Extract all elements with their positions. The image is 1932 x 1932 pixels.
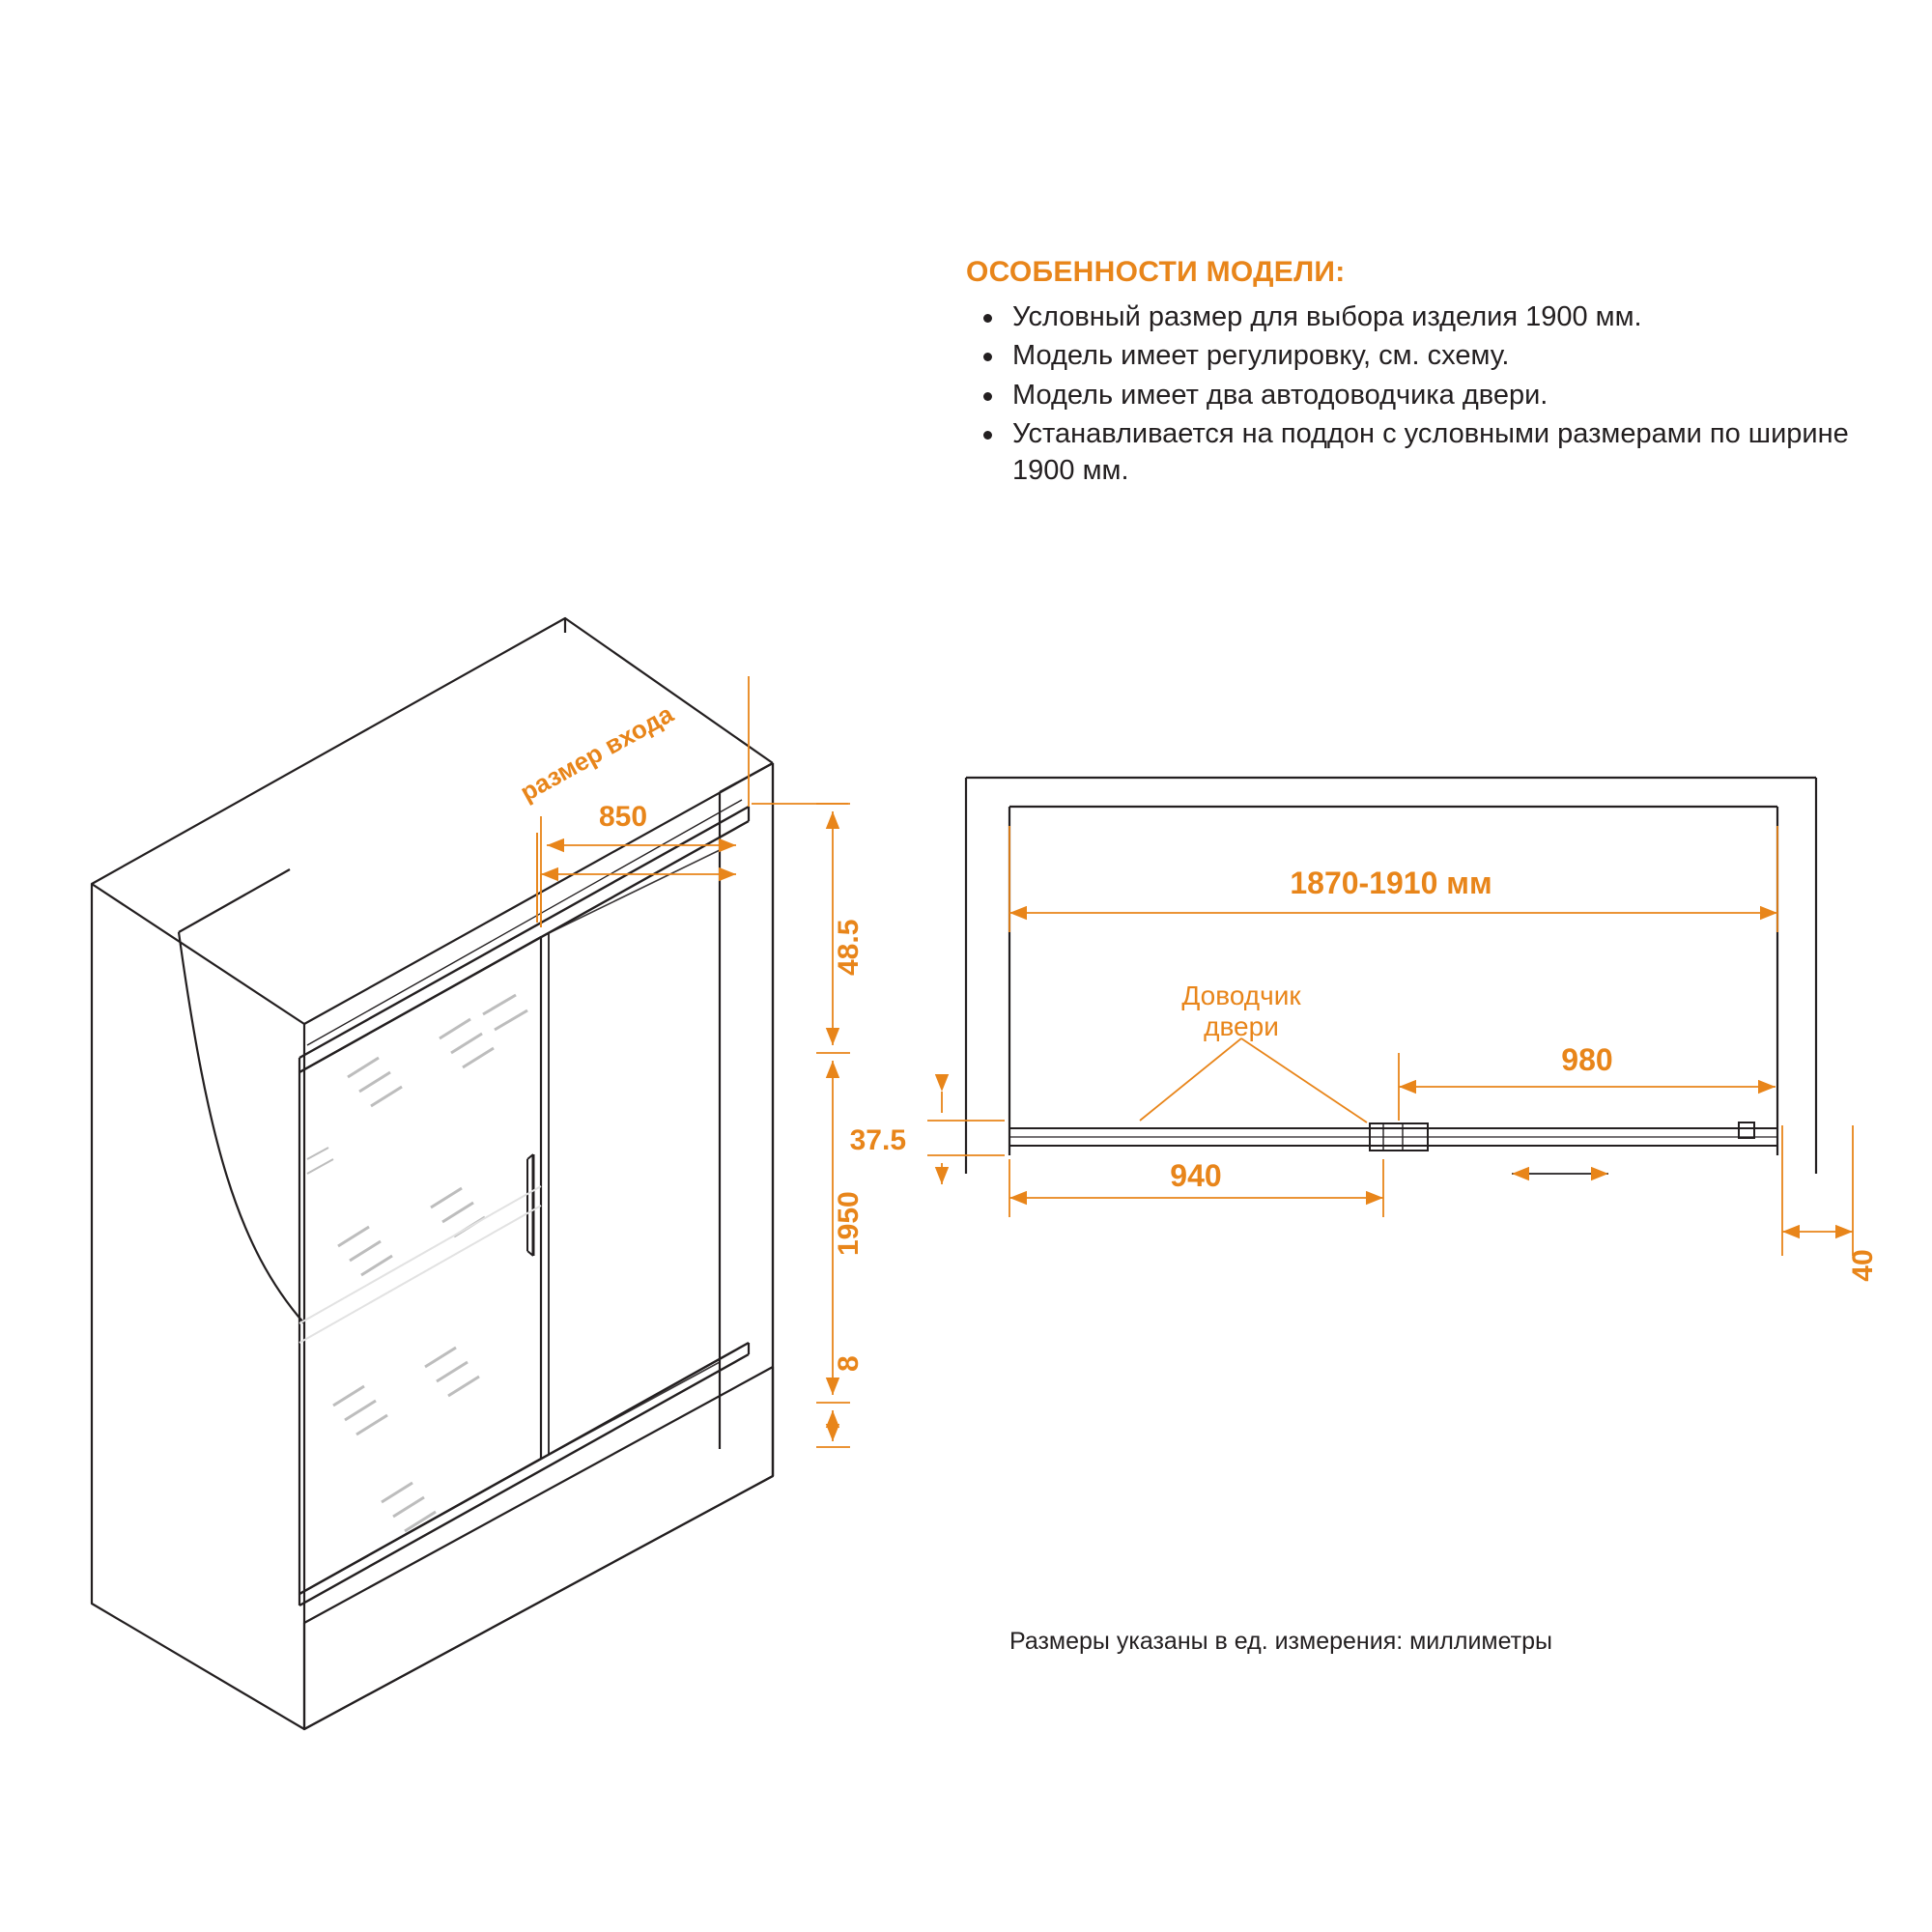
feature-item: Устанавливается на поддон с условными размерами по ширине 1900 мм.: [966, 415, 1855, 490]
glass-height-dim-label: 1950: [833, 1191, 865, 1256]
door-closer-label-line2: двери: [1204, 1011, 1279, 1041]
front-view-dimension-labels: [850, 866, 1879, 1282]
left-panel-dim-label: 940: [1170, 1158, 1222, 1193]
bottom-gap-dim-label: 8: [833, 1355, 865, 1372]
top-rail-dim-label: 48.5: [833, 919, 865, 976]
isometric-dimensions: [537, 676, 850, 1447]
isometric-dimension-labels: [515, 698, 865, 1372]
isometric-view-group: [92, 618, 773, 1729]
right-panel-dim-label: 980: [1561, 1042, 1613, 1077]
units-footnote: Размеры указаны в ед. измерения: миллиметры: [1009, 1628, 1552, 1655]
entrance-value-label: 850: [599, 801, 648, 833]
entrance-size-label: размер входа: [515, 698, 678, 808]
feature-item: Модель имеет регулировку, см. схему.: [966, 337, 1855, 374]
feature-item: Модель имеет два автодоводчика двери.: [966, 377, 1855, 413]
features-title: ОСОБЕННОСТИ МОДЕЛИ:: [966, 256, 1346, 288]
door-closer-label-line1: Доводчик: [1181, 980, 1301, 1010]
profile-depth-dim-label: 37.5: [849, 1124, 906, 1156]
side-profile-dim-label: 40: [1847, 1249, 1879, 1282]
feature-item: Условный размер для выбора изделия 1900 мм.: [966, 298, 1855, 335]
front-view-group: [966, 778, 1816, 1174]
overall-width-label: 1870-1910 мм: [1290, 866, 1492, 900]
